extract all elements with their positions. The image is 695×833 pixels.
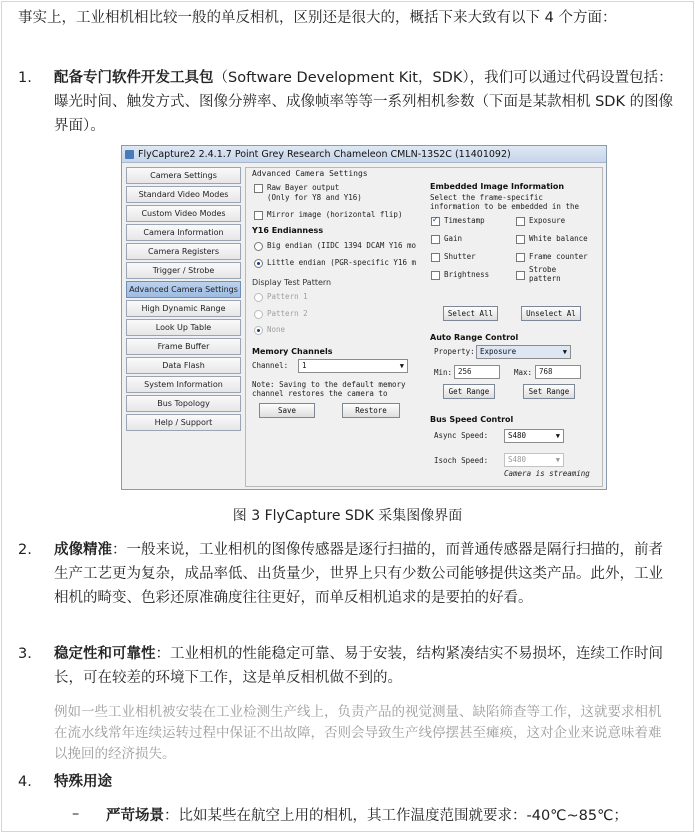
mirror-image-checkbox[interactable] <box>254 211 263 220</box>
white-balance-label: White balance <box>529 234 588 243</box>
exposure-label: Exposure <box>529 216 566 225</box>
frame-counter-checkbox[interactable] <box>516 253 525 262</box>
item-1-number: 1. <box>18 70 32 86</box>
memory-channels-heading: Memory Channels <box>252 347 333 356</box>
property-select[interactable] <box>476 345 571 359</box>
timestamp-checkbox[interactable] <box>431 217 440 226</box>
sidebar-item-camera-registers[interactable]: Camera Registers <box>126 243 241 260</box>
little-endian-radio[interactable] <box>254 259 263 268</box>
item-2-number: 2. <box>18 542 32 558</box>
min-label: Min: <box>434 368 453 377</box>
sidebar-item-system-information[interactable]: System Information <box>126 376 241 393</box>
big-endian-label: Big endian (IIDC 1394 DCAM Y16 mo <box>267 241 417 250</box>
white-balance-checkbox[interactable] <box>516 235 525 244</box>
brightness-checkbox[interactable] <box>431 271 440 280</box>
min-input[interactable]: 256 <box>454 365 500 379</box>
pattern-2-label: Pattern 2 <box>267 309 308 318</box>
item-2-text <box>54 538 674 610</box>
memory-note-line1: Note: Saving to the default memory <box>252 380 406 389</box>
sidebar-item-advanced-camera-settings[interactable]: Advanced Camera Settings <box>126 281 241 298</box>
save-button[interactable]: Save <box>259 403 315 418</box>
shutter-label: Shutter <box>444 252 476 261</box>
auto-range-heading: Auto Range Control <box>430 333 519 342</box>
sidebar-item-look-up-table[interactable]: Look Up Table <box>126 319 241 336</box>
sub-item-heading: 严苛场景 <box>106 808 164 824</box>
async-speed-label: Async Speed: <box>434 431 489 440</box>
restore-button[interactable]: Restore <box>342 403 400 418</box>
isoch-speed-value: S480 <box>508 455 527 464</box>
advanced-camera-settings-panel <box>245 167 603 487</box>
sub-item-text <box>106 804 628 828</box>
streaming-status: Camera is streaming <box>504 469 590 478</box>
sidebar-item-custom-video-modes[interactable]: Custom Video Modes <box>126 205 241 222</box>
sub-item-dash: – <box>72 806 80 822</box>
brightness-label: Brightness <box>444 270 490 279</box>
chevron-down-icon: ▼ <box>399 362 404 370</box>
raw-bayer-label: Raw Bayer output <box>267 183 340 192</box>
pattern-2-radio[interactable] <box>254 310 263 319</box>
embedded-desc-line1: Select the frame-specific <box>430 193 543 202</box>
big-endian-radio[interactable] <box>254 242 263 251</box>
item-4-number: 4. <box>18 774 32 790</box>
item-4-heading: 特殊用途 <box>54 774 112 790</box>
strobe-label-line2: pattern <box>529 274 561 283</box>
sidebar-item-bus-topology[interactable]: Bus Topology <box>126 395 241 412</box>
strobe-label-line1: Strobe <box>529 265 557 274</box>
max-label: Max: <box>514 368 533 377</box>
flycapture-window <box>121 145 607 490</box>
item-3-text <box>54 642 674 690</box>
sidebar-item-camera-information[interactable]: Camera Information <box>126 224 241 241</box>
sidebar-item-data-flash[interactable]: Data Flash <box>126 357 241 374</box>
chevron-down-icon: ▼ <box>555 456 560 464</box>
async-speed-value: S480 <box>508 431 527 440</box>
max-input[interactable]: 768 <box>535 365 581 379</box>
little-endian-label: Little endian (PGR-specific Y16 m <box>267 258 417 267</box>
channel-label: Channel: <box>252 361 289 370</box>
property-label: Property: <box>434 347 475 356</box>
gain-checkbox[interactable] <box>431 235 440 244</box>
async-speed-select[interactable] <box>504 429 564 443</box>
item-1-body: （Software Development Kit，SDK），我们可以通过代码设置包括：曝光时间、触发方式、图像分辨率、成像帧率等等一系列相机参数（下面是某款相机 SDK 的图像界面）。 <box>54 70 674 134</box>
sidebar-item-help-support[interactable]: Help / Support <box>126 414 241 431</box>
item-3-number: 3. <box>18 646 32 662</box>
settings-sidebar <box>126 167 241 433</box>
intro-paragraph: 事实上，工业相机相比较一般的单反相机，区别还是很大的，概括下来大致有以下 4 个方面： <box>18 10 617 26</box>
raw-bayer-checkbox[interactable] <box>254 184 263 193</box>
channel-select[interactable] <box>298 359 408 373</box>
frame-counter-label: Frame counter <box>529 252 588 261</box>
bus-speed-heading: Bus Speed Control <box>430 415 514 424</box>
sub-item-body: ：比如某些在航空上用的相机，其工作温度范围就要求：-40℃~85℃； <box>164 808 628 824</box>
group-title: Advanced Camera Settings <box>252 169 368 178</box>
exposure-checkbox[interactable] <box>516 217 525 226</box>
isoch-speed-select[interactable] <box>504 453 564 467</box>
raw-bayer-sublabel: (Only for Y8 and Y16) <box>267 193 362 202</box>
gain-label: Gain <box>444 234 463 243</box>
item-1-text <box>54 66 674 138</box>
figure-caption: 图 3 FlyCapture SDK 采集图像界面 <box>232 508 463 524</box>
window-title: FlyCapture2 2.4.1.7 Point Grey Research Chameleon CMLN-13S2C (11401092) <box>138 149 511 160</box>
property-value: Exposure <box>480 347 517 356</box>
sidebar-item-high-dynamic-range[interactable]: High Dynamic Range <box>126 300 241 317</box>
item-4-text <box>54 770 674 794</box>
item-3-body: ：工业相机的性能稳定可靠、易于安装，结构紧凑结实不易损坏，连续工作时间长，可在较差的环境下工作，这是单反相机做不到的。 <box>54 646 663 686</box>
item-2-heading: 成像精准 <box>54 542 112 558</box>
pattern-1-radio[interactable] <box>254 293 263 302</box>
item-2-body: ：一般来说，工业相机的图像传感器是逐行扫描的，而普通传感器是隔行扫描的，前者生产工艺更为复杂，成品率低、出货量少，世界上只有少数公司能够提供这类产品。此外，工业相机的畸变、色彩还原准确度往往更好，而单反相机追求的是要拍的好看。 <box>54 542 663 606</box>
mirror-image-label: Mirror image (horizontal flip) <box>267 210 403 219</box>
pattern-1-label: Pattern 1 <box>267 292 308 301</box>
set-range-button[interactable]: Set Range <box>523 384 575 399</box>
embedded-info-heading: Embedded Image Information <box>430 182 565 191</box>
sidebar-item-camera-settings[interactable]: Camera Settings <box>126 167 241 184</box>
sidebar-item-trigger-strobe[interactable]: Trigger / Strobe <box>126 262 241 279</box>
item-1-heading: 配备专门软件开发工具包 <box>54 70 214 86</box>
embedded-desc-line2: information to be embedded in the <box>430 202 580 211</box>
select-all-button[interactable]: Select All <box>443 306 498 321</box>
channel-value: 1 <box>302 361 307 370</box>
sidebar-item-standard-video-modes[interactable]: Standard Video Modes <box>126 186 241 203</box>
chevron-down-icon: ▼ <box>555 432 560 440</box>
memory-note-line2: channel restores the camera to <box>252 389 388 398</box>
app-icon <box>125 150 134 159</box>
shutter-checkbox[interactable] <box>431 253 440 262</box>
get-range-button[interactable]: Get Range <box>443 384 495 399</box>
window-titlebar <box>122 146 606 163</box>
sidebar-item-frame-buffer[interactable]: Frame Buffer <box>126 338 241 355</box>
timestamp-label: Timestamp <box>444 216 485 225</box>
test-pattern-heading: Display Test Pattern <box>252 278 332 287</box>
strobe-pattern-checkbox[interactable] <box>516 271 525 280</box>
y16-endianness-heading: Y16 Endianness <box>252 226 324 235</box>
pattern-none-radio[interactable] <box>254 326 263 335</box>
example-note: 例如一些工业相机被安装在工业检测生产线上，负责产品的视觉测量、缺陷筛查等工作，这就要求相机在流水线常年连续运转过程中保证不出故障，否则会导致生产线停摆甚至瘫痪，这对企业来说意味着难以挽回的经济损失。 <box>54 704 662 762</box>
pattern-none-label: None <box>267 325 286 334</box>
unselect-all-button[interactable]: Unselect Al <box>521 306 581 321</box>
item-3-heading: 稳定性和可靠性 <box>54 646 156 662</box>
isoch-speed-label: Isoch Speed: <box>434 456 489 465</box>
chevron-down-icon: ▼ <box>562 348 567 356</box>
